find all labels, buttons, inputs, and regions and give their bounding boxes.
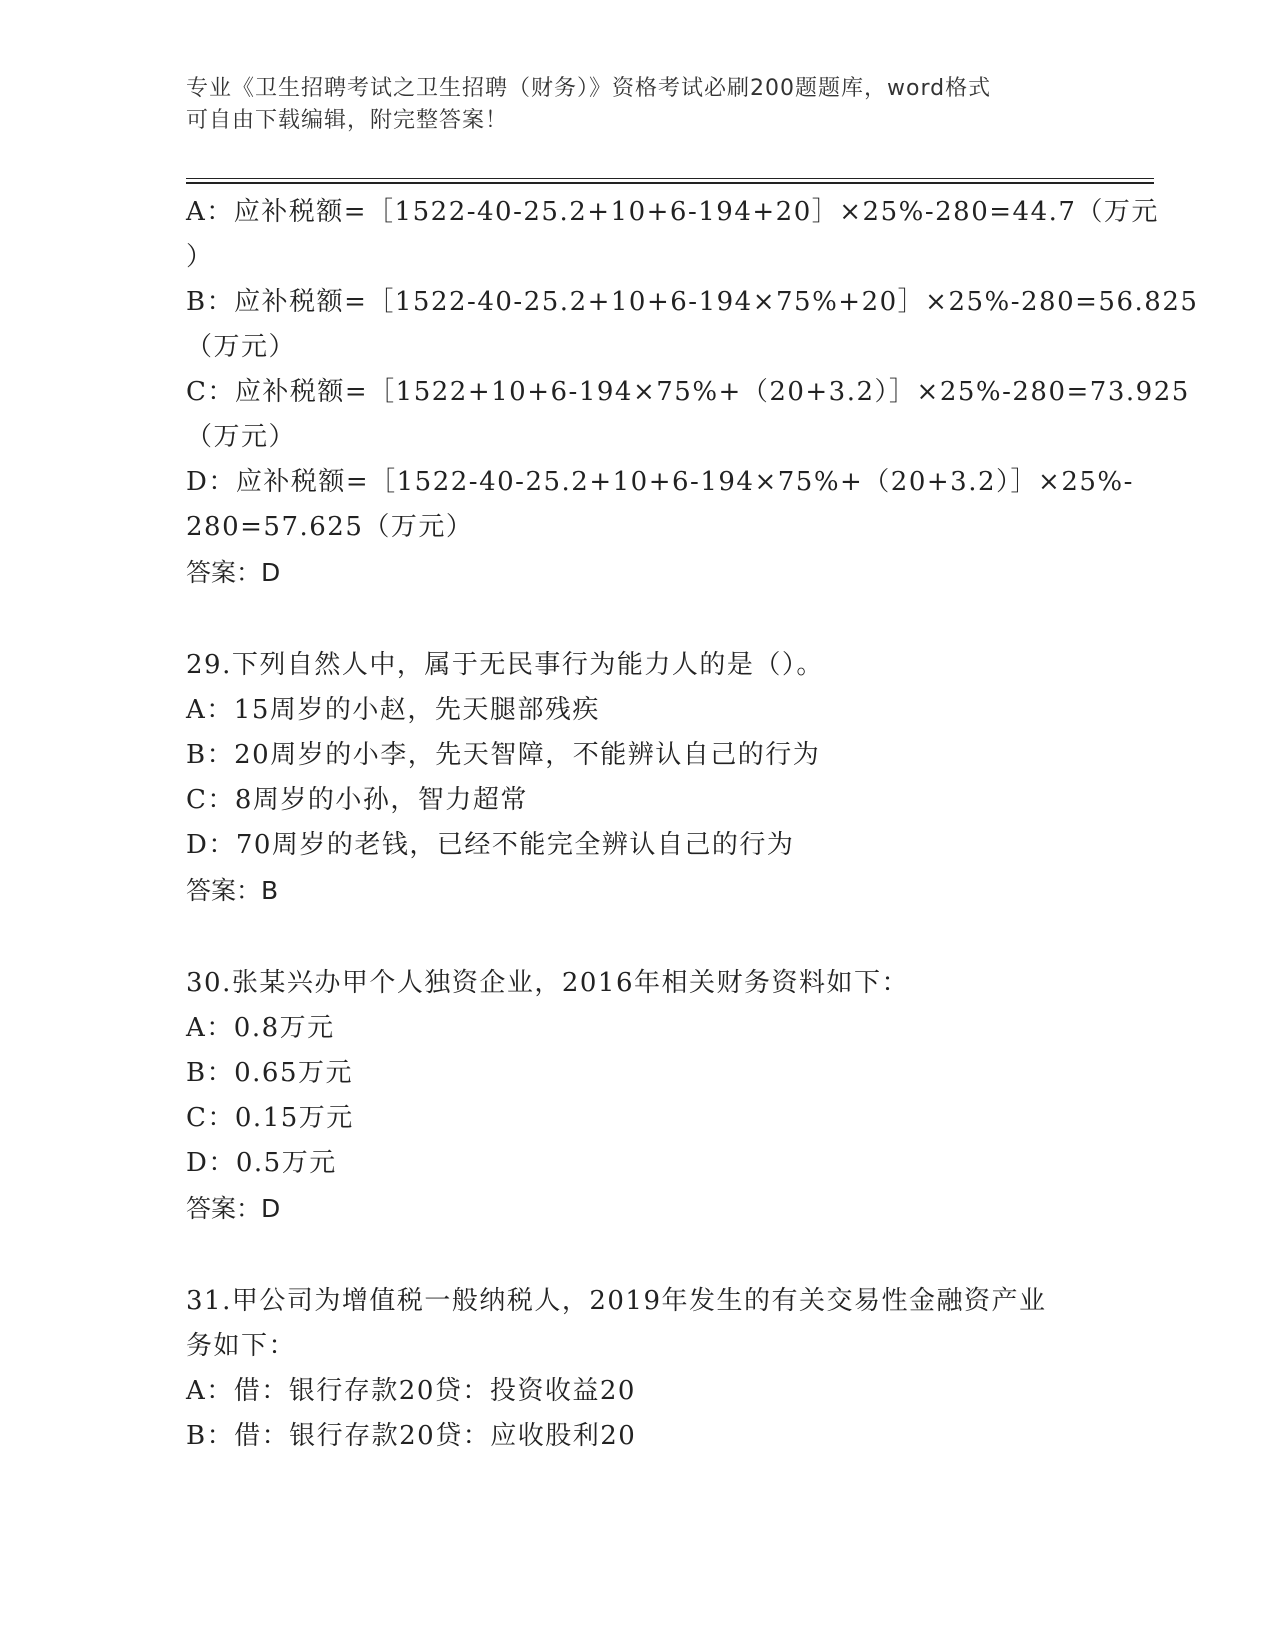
option-b-line-1: B：应补税额=［1522-40-25.2+10+6-194×75%+20］×25%-280=56.825: [186, 287, 1199, 317]
section-spacer: [186, 913, 1086, 961]
option-a: A：借：银行存款20贷：投资收益20: [186, 1376, 636, 1406]
option-a: A：0.8万元: [186, 1013, 335, 1043]
option-a: A：15周岁的小赵，先天腿部残疾: [186, 695, 600, 725]
section-spacer: [186, 1231, 1086, 1279]
option-a-line-2: ）: [186, 242, 214, 272]
question-28-block: [186, 190, 1199, 595]
option-d: D：70周岁的老钱，已经不能完全辨认自己的行为: [186, 830, 795, 860]
answer-line: 答案：D: [186, 1194, 281, 1223]
option-b: B：0.65万元: [186, 1058, 353, 1088]
question-text-line-1: 31.甲公司为增值税一般纳税人，2019年发生的有关交易性金融资产业: [186, 1286, 1047, 1316]
option-a-line-1: A：应补税额=［1522-40-25.2+10+6-194+20］×25%-280=44.7（万元: [186, 197, 1159, 227]
question-29-block: [186, 643, 1086, 913]
question-30-block: [186, 961, 1086, 1231]
option-c-line-1: C：应补税额=［1522+10+6-194×75%+（20+3.2）］×25%-280=73.925: [186, 377, 1190, 407]
question-text: 29.下列自然人中，属于无民事行为能力人的是（）。: [186, 650, 824, 680]
question-text-line-2: 务如下：: [186, 1331, 297, 1361]
header-divider-thick: [186, 182, 1154, 184]
header-title-line-1: 专业《卫生招聘考试之卫生招聘（财务）》资格考试必刷200题题库，word格式: [186, 76, 992, 101]
header-divider-thin: [186, 178, 1154, 179]
option-d-line-1: D：应补税额=［1522-40-25.2+10+6-194×75%+（20+3.2）］×25%-: [186, 467, 1134, 497]
question-list: [186, 190, 1199, 1459]
answer-line: 答案：B: [186, 876, 279, 905]
answer-line: 答案：D: [186, 558, 281, 587]
option-d-line-2: 280=57.625（万元）: [186, 512, 474, 542]
option-c: C：8周岁的小孙，智力超常: [186, 785, 528, 815]
option-b: B：借：银行存款20贷：应收股利20: [186, 1421, 637, 1451]
option-d: D：0.5万元: [186, 1148, 337, 1178]
option-c: C：0.15万元: [186, 1103, 354, 1133]
option-b-line-2: （万元）: [186, 332, 297, 362]
question-31-block: [186, 1279, 1086, 1459]
option-c-line-2: （万元）: [186, 422, 297, 452]
question-text: 30.张某兴办甲个人独资企业，2016年相关财务资料如下：: [186, 968, 910, 998]
header-title-line-2: 可自由下载编辑，附完整答案！: [186, 108, 509, 133]
document-header: [186, 73, 1066, 137]
section-spacer: [186, 595, 1086, 643]
option-b: B：20周岁的小李，先天智障，不能辨认自己的行为: [186, 740, 821, 770]
